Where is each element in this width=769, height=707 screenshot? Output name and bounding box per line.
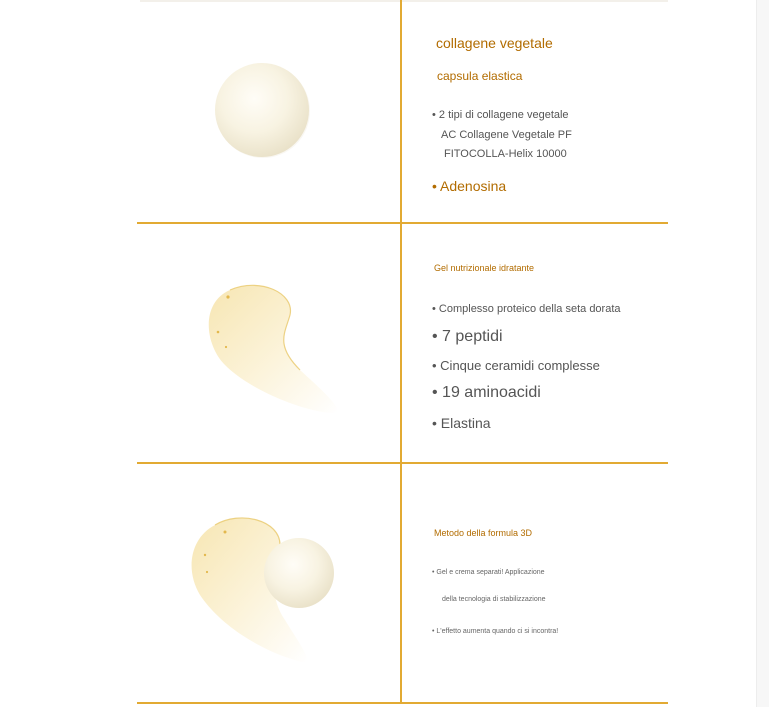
ingredient-line: • Elastina	[432, 415, 491, 431]
capsule-image	[205, 55, 320, 170]
row-divider	[137, 222, 668, 224]
ingredient-line: FITOCOLLA-Helix 10000	[444, 148, 567, 160]
section-title: Gel nutrizionale idratante	[434, 263, 535, 273]
feature-line: della tecnologia di stabilizzazione	[442, 596, 546, 603]
ingredient-line: AC Collagene Vegetale PF	[441, 129, 572, 141]
section-title: Metodo della formula 3D	[434, 528, 533, 538]
row-divider	[137, 702, 668, 704]
scroll-area[interactable]	[757, 0, 769, 707]
ingredient-line: • 7 peptidi	[432, 328, 503, 345]
ingredient-line-highlight: • Adenosina	[432, 178, 507, 194]
section-title: collagene vegetale	[436, 35, 553, 51]
section-subtitle: capsula elastica	[437, 69, 523, 83]
row-divider	[137, 462, 668, 464]
column-divider	[400, 0, 402, 704]
ingredient-line: • Cinque ceramidi complesse	[432, 358, 600, 373]
gel-swatch-image	[190, 275, 360, 425]
gel-and-cream-image	[185, 510, 355, 675]
ingredient-line: • Complesso proteico della seta dorata	[432, 303, 621, 315]
ingredient-line: • 19 aminoacidi	[432, 384, 541, 401]
feature-line: • L'effetto aumenta quando ci si incontra!	[432, 628, 559, 635]
feature-line: • Gel e crema separati! Applicazione	[432, 569, 545, 576]
ingredient-line: • 2 tipi di collagene vegetale	[432, 109, 569, 121]
top-rule	[140, 0, 668, 2]
